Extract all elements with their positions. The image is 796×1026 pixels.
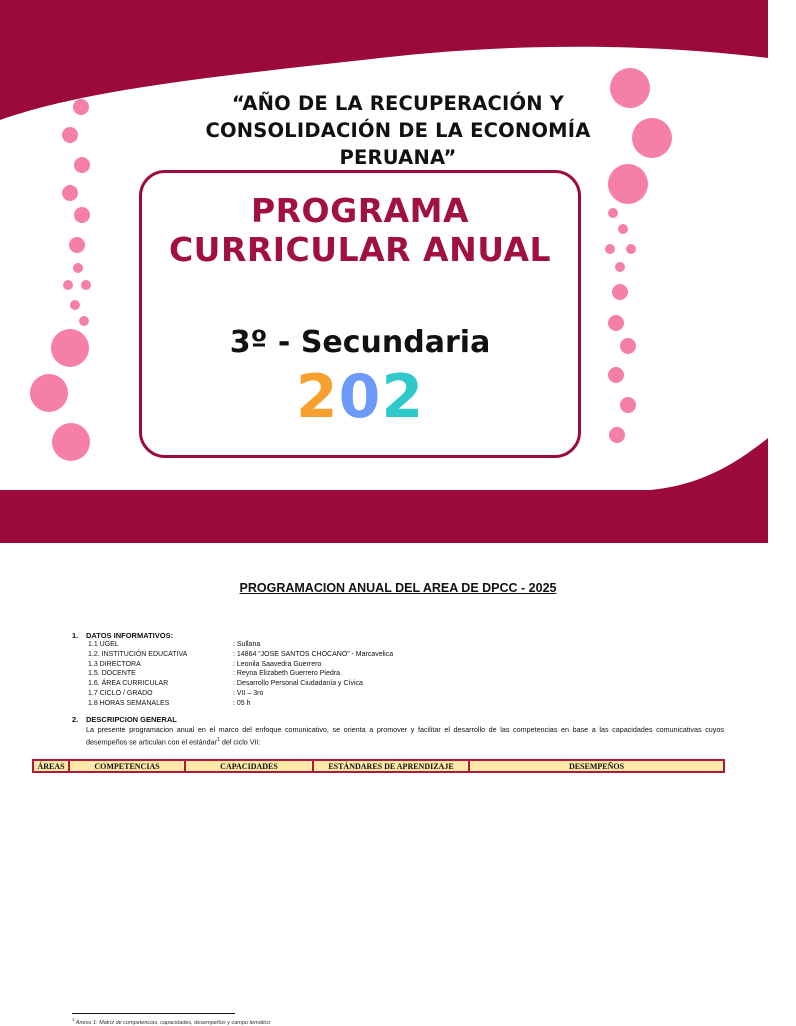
section-2-heading (72, 715, 177, 724)
info-row (88, 669, 393, 679)
column-header-areas: ÁREAS (33, 760, 69, 772)
info-label: 1.5. DOCENTE (88, 670, 136, 678)
title-frame (139, 170, 581, 458)
info-value: : Desarrollo Personal Ciudadanía y Cívica (233, 680, 363, 688)
document-page (0, 543, 768, 1024)
cover-title (142, 191, 578, 269)
info-value: : VII – 3ro (233, 689, 264, 697)
info-list (88, 640, 393, 709)
info-value: : 05 h (233, 699, 251, 707)
info-row (88, 650, 393, 660)
footnote-reference: 1 (217, 737, 220, 743)
column-header-estandares: ESTÁNDARES DE APRENDIZAJE (313, 760, 469, 772)
year-digit-3: 2 (381, 362, 425, 432)
section-2-number: 2. (72, 715, 79, 724)
document-title (0, 581, 796, 595)
column-header-desempenos: DESEMPEÑOS (469, 760, 724, 772)
footnote-text: Anexo 1: Matriz de competencias, capacidades, desempeños y campo temático (74, 1019, 271, 1026)
motto-line-1: “AÑO DE LA RECUPERACIÓN Y (231, 92, 565, 115)
footnote-separator (72, 1013, 235, 1014)
info-label: 1.1 UGEL (88, 641, 119, 648)
section-1-title: DATOS INFORMATIVOS: (86, 631, 174, 640)
footnote (72, 1017, 270, 1026)
areas-table (32, 759, 725, 773)
year-motto (100, 90, 696, 169)
info-label: 1.2. INSTITUCIÓN EDUCATIVA (88, 650, 188, 658)
description-text-1: La presente programacion anual en el marco del enfoque comunicativo, se orienta a promover y facilitar el desarrollo de las competencias en base a las capacidades comunicativas cuyos desempeños se articulan con el estándar (86, 725, 724, 747)
section-1-number: 1. (72, 631, 79, 640)
info-value: : Leonila Saavedra Guerrero (233, 660, 322, 668)
info-value: : Reyna Elizabeth Guerrero Piedra (233, 670, 340, 678)
footnote-number: 1 (72, 1017, 75, 1022)
decorative-circles-left (30, 99, 91, 461)
info-label: 1.8 HORAS SEMANALES (88, 699, 170, 707)
column-header-capacidades: CAPACIDADES (185, 760, 313, 772)
cover-title-line-2: CURRICULAR ANUAL (168, 230, 552, 269)
info-label: 1.7 CICLO / GRADO (88, 689, 153, 697)
grade-label: 3º - Secundaria (229, 325, 491, 360)
info-row (88, 679, 393, 689)
info-value: : Sullana (233, 641, 261, 648)
cover-title-line-1: PROGRAMA (250, 191, 470, 230)
info-label: 1.3 DIRECTORA (88, 660, 141, 668)
year-digit-1: 2 (295, 362, 339, 432)
section-1-heading (72, 631, 173, 640)
year-number (142, 361, 578, 433)
info-row (88, 640, 393, 650)
info-label: 1.6. ÁREA CURRICULAR (88, 680, 169, 688)
motto-line-3: PERUANA” (339, 146, 457, 169)
info-row (88, 689, 393, 699)
info-row (88, 699, 393, 709)
table-header-row (33, 760, 724, 772)
general-description (86, 725, 724, 747)
description-text-2: del ciclo VII: (219, 737, 261, 747)
column-header-competencias: COMPETENCIAS (69, 760, 185, 772)
info-row (88, 660, 393, 670)
year-digit-2: 0 (338, 362, 382, 432)
document-title-text: PROGRAMACION ANUAL DEL AREA DE DPCC - 2025 (239, 581, 557, 595)
section-2-title: DESCRIPCION GENERAL (86, 715, 177, 724)
motto-line-2: CONSOLIDACIÓN DE LA ECONOMÍA (205, 119, 591, 142)
info-value: : 14864 “JOSE SANTOS CHOCANO” - Marcavelica (233, 650, 394, 658)
